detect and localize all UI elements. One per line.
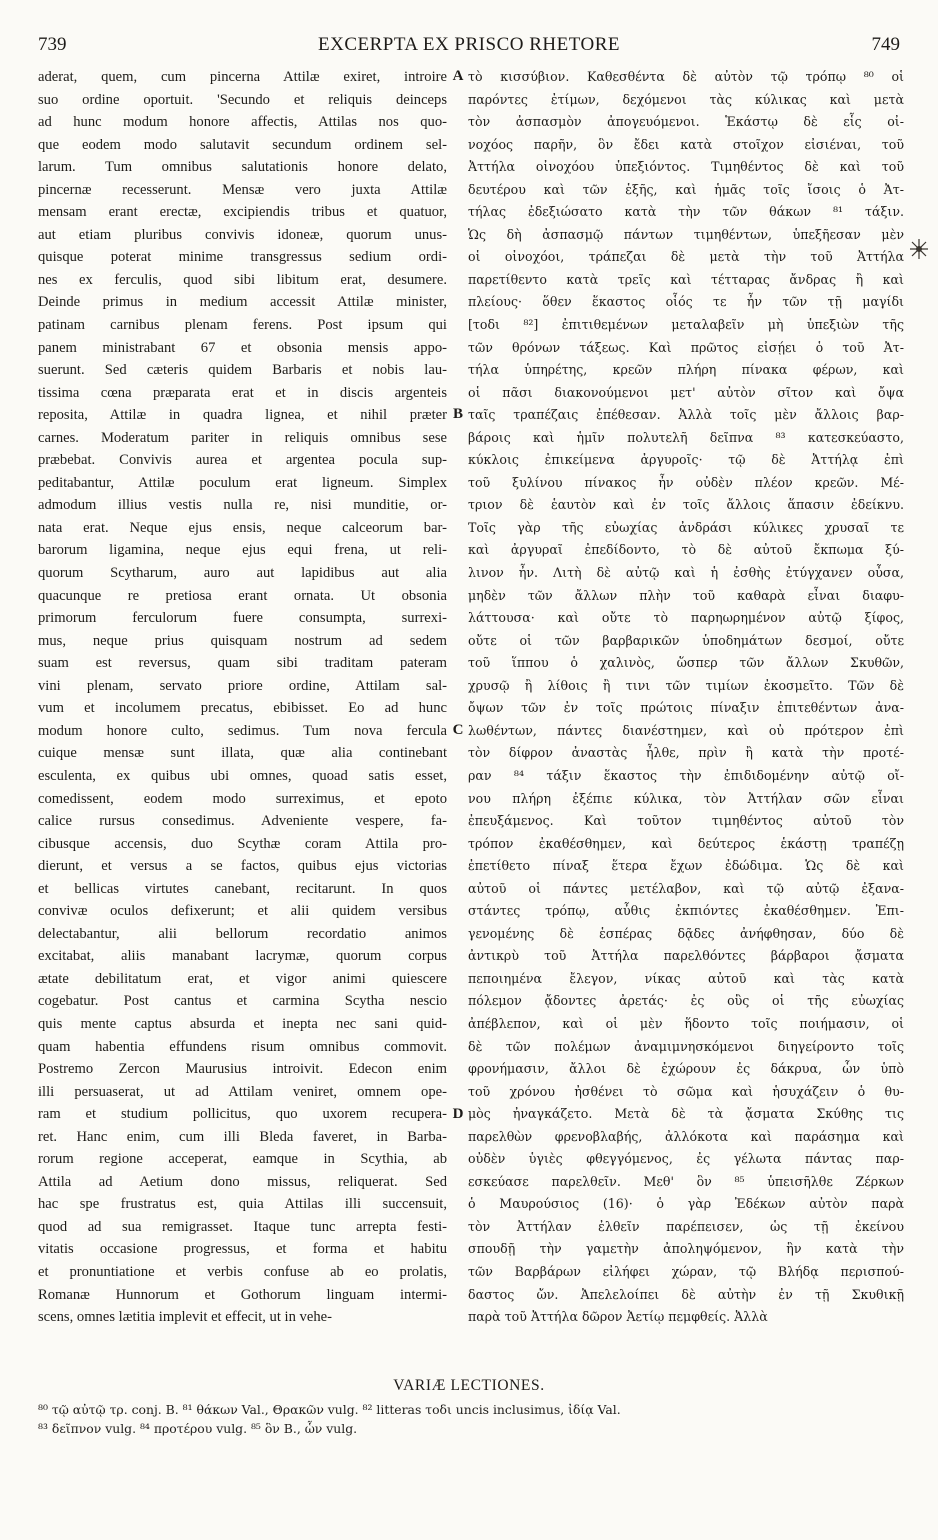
latin-text-line: calice rursus consedimus. Adveniente vespere, fa- xyxy=(38,813,447,830)
running-title: EXCERPTA EX PRISCO RHETORE xyxy=(318,34,620,55)
latin-text-line: Postremo Zercon Maurusius introivit. Edecon enim xyxy=(38,1061,447,1078)
greek-text-line: τρόπον ἐκαθέσθημεν, καὶ δεύτερος ἑκάστῃ τραπέζῃ xyxy=(468,835,904,851)
latin-text-line: vitatis occasione progressus, et forma et habitu xyxy=(38,1241,447,1258)
greek-text-line: τοῦ ἵππου ὁ χαλινὸς, ὥσπερ τῶν ἄλλων Σκυθῶν, xyxy=(468,655,904,671)
latin-text-line: scens, omnes lætitia implevit et effecit, ut in vehe- xyxy=(38,1309,332,1326)
greek-text-line: οὔτε οἱ τῶν βαρβαρικῶν ὑποδημάτων δεσμοί, οὔτε xyxy=(468,632,904,648)
latin-text-line: larum. Tum omnibus salutationis honore delato, xyxy=(38,159,447,176)
latin-text-line: quisque poterat minime transgressus sedium ordi- xyxy=(38,249,447,266)
greek-text-line: εσκεύασε παρελθεῖν. Μεθ' ὃν ⁸⁵ ὑπεισῆλθε Ζέρκων xyxy=(468,1173,904,1189)
greek-text-line: ἀντικρὺ τοῦ Ἀττήλα παρελθόντες βάρβαροι ᾄσματα xyxy=(468,948,904,964)
greek-text-line: παρετίθεντο κατὰ τρεῖς καὶ τέτταρας ἄνδρας ἢ καὶ xyxy=(468,271,904,287)
latin-text-line: barorum ligamina, neque ejus equi frena, ut reli- xyxy=(38,542,447,559)
greek-text-line: πλείους· ὅθεν ἕκαστος οἷός τε ἦν τῶν τῇ μαγίδι xyxy=(468,294,904,310)
latin-text-line: panem ministrabant 67 et obsonia mensis appo- xyxy=(38,339,447,356)
latin-text-line: delectabantur, alii bellorum recordatio animos xyxy=(38,925,447,942)
greek-text-line: Ὡς δὴ ἀσπασμῷ πάντων τιμηθέντων, ὑπεξῆεσαν μὲν xyxy=(468,226,904,242)
greek-text-line: πεποιημένα ἔλεγον, νίκας αὐτοῦ καὶ τὰς κατὰ xyxy=(468,970,904,986)
latin-text-line: ret. Hanc enim, cum illi Bleda faveret, in Barba- xyxy=(38,1128,447,1145)
greek-text-line: οἱ πᾶσι διακονούμενοι μετ' αὐτὸν σῖτον καὶ ὄψα xyxy=(468,384,904,400)
greek-text-line: λάττουσα· καὶ οὔτε τὸ παρηωρημένον αὐτῷ ξίφος, xyxy=(468,610,904,626)
latin-column xyxy=(38,66,447,1329)
latin-text-line: esculenta, ex quibus ubi omnes, quoad satis esset, xyxy=(38,767,447,784)
greek-text-line: ραν ⁸⁴ τάξιν ἕκαστος τὴν ἐπιδιδομένην αὐτῷ οἴ- xyxy=(468,767,904,783)
greek-text-line: τὸν δίφρον ἀναστὰς ἦλθε, πρὶν ἢ κατὰ τὴν προτέ- xyxy=(468,745,904,761)
greek-text-line: Ἀττήλα οἰνοχόου ὑπεξιόντος. Τιμηθέντος δὲ καὶ τοῦ xyxy=(468,159,904,175)
greek-text-line: ταῖς τραπέζαις ἐπέθεσαν. Ἀλλὰ τοῖς μὲν ἄλλοις βαρ- xyxy=(468,407,904,423)
greek-text-line: νοχόος παρῆν, ὃν ἔδει κατὰ στοῖχον εἰσιέναι, τοῦ xyxy=(468,136,904,152)
greek-text-line: ὁ Μαυρούσιος (16)· ὁ γὰρ Ἐδέκων αὐτὸν παρὰ xyxy=(468,1196,904,1212)
greek-text-line: τὸν Ἀττήλαν ἐλθεῖν παρέπεισεν, ὡς τῇ ἐκείνου xyxy=(468,1218,904,1234)
greek-column xyxy=(468,66,904,1329)
greek-text-line: οἱ οἰνοχόοι, τράπεζαι δὲ μετὰ τὴν τοῦ Ἀττήλα xyxy=(468,249,904,265)
latin-text-line: quorum Scytharum, auro aut lapidibus aut alia xyxy=(38,565,447,582)
greek-text-line: φρονήμασιν, ἄλλοι δὲ ἐχώρουν ἐς δάκρυα, ὧν ὑπὸ xyxy=(468,1061,904,1077)
greek-text-line: νου πλήρη ἐξέπιε κύλικα, τὸν Ἀττήλαν σῶν εἶναι xyxy=(468,790,904,806)
greek-text-line: δὲ τῶν πολέμων ἀναμιμνησκόμενοι διηγείροντο τοῖς xyxy=(468,1038,904,1054)
greek-text-line: τῶν Βαρβάρων εἰλήφει χώραν, τῷ Βλήδᾳ περισπού- xyxy=(468,1263,904,1279)
latin-text-line: cogebatur. Post cantus et carmina Scytha nescio xyxy=(38,993,447,1010)
latin-text-line: mus, neque prius quisquam nostrum ad sedem xyxy=(38,632,447,649)
latin-text-line: suerunt. Sed cæteris quidem Barbaris et nobis lau- xyxy=(38,362,447,379)
latin-text-line: Deinde primus in medium accessit Attilæ minister, xyxy=(38,294,447,311)
latin-text-line: et bellicas virtutes canebant, recitarunt. In quos xyxy=(38,880,447,897)
greek-text-line: τῶν θρόνων τάξεως. Καὶ πρῶτος εἰσῄει ὁ τοῦ Ἀτ- xyxy=(468,339,904,355)
latin-text-line: cibusque accensis, duo Scythæ coram Attila pro- xyxy=(38,835,447,852)
latin-text-line: que eodem modo salutavit secundum ordinem sel- xyxy=(38,136,447,153)
latin-text-line: ram et studium pollicitus, quo uxorem recupera- xyxy=(38,1106,447,1123)
latin-text-line: comedissent, eodem modo surreximus, et epoto xyxy=(38,790,447,807)
greek-text-line: ἐπετίθετο πίναξ ἕτερα ἔχων ἐδώδιμα. Ὡς δὲ καὶ xyxy=(468,858,904,874)
greek-text-line: τοῦ ξυλίνου πίνακος ἦν οὐδὲν πλέον κρεῶν. Μέ- xyxy=(468,474,904,490)
latin-text-line: primorum ferculorum fuere consumpta, surrexi- xyxy=(38,610,447,627)
latin-text-line: suo ordine oportuit. 'Secundo et reliquis deinceps xyxy=(38,91,447,108)
greek-text-line: κύκλοις ἐπικείμενα ἀργυροῖς· τῷ δὲ Ἀττήλᾳ ἐπὶ xyxy=(468,452,904,468)
margin-ornament-icon xyxy=(906,236,932,262)
latin-text-line: Romanæ Hunnorum et Gothorum linguam intermi- xyxy=(38,1286,447,1303)
latin-text-line: aderat, quem, cum pincerna Attilæ exiret, introire xyxy=(38,69,447,85)
latin-text-line: tissima cœna præparata erat et in discis argenteis xyxy=(38,384,447,401)
greek-text-line: [τοδι ⁸²] ἐπιτιθεμένων μεταλαβεῖν μὴ ὑπεξιὼν τῆς xyxy=(468,317,904,333)
greek-text-line: δαστος ὤν. Ἀπελελοίπει δὲ αὐτὴν ἐν τῇ Σκυθικῇ xyxy=(468,1286,904,1302)
latin-text-line: hac spe frustratus est, quia Attilas illi succensuit, xyxy=(38,1196,447,1213)
latin-text-line: quacunque re pretiosa erant ornata. Ut obsonia xyxy=(38,587,447,604)
variae-lectiones-title: VARIÆ LECTIONES. xyxy=(393,1377,545,1394)
latin-text-line: dierunt, et versus a se factos, quibus ejus victorias xyxy=(38,858,447,875)
latin-text-line: quod ad sua remigrasset. Itaque tunc arrepta festi- xyxy=(38,1218,447,1235)
greek-text-line: λινον ἦν. Λιτὴ δὲ αὐτῷ καὶ ἡ ἐσθὴς ἐτύγχανεν οὖσα, xyxy=(468,565,904,581)
greek-text-line: τοῦ χρόνου ἠσθένει τὸ σῶμα καὶ ἡσυχάζειν ὁ θυ- xyxy=(468,1083,904,1099)
section-marker-a: A xyxy=(452,68,464,84)
latin-text-line: rorum regione acceperat, eamque in Scythia, ab xyxy=(38,1151,447,1168)
latin-text-line: suam est reversus, quam sibi traditam pateram xyxy=(38,655,447,672)
page-number-left: 739 xyxy=(38,34,67,55)
latin-text-line: carnes. Moderatum pariter in reliquis omnibus sese xyxy=(38,429,447,446)
greek-text-line: μὸς ἠναγκάζετο. Μετὰ δὲ τὰ ᾄσματα Σκύθης τις xyxy=(468,1106,904,1122)
latin-text-line: nes ex ferculis, quod sibi libitum erat, desumere. xyxy=(38,271,447,288)
latin-text-line: ætate debilitatum erat, et vigor animi quiescere xyxy=(38,970,447,987)
latin-text-line: mensam erant erectæ, excipiendis tribus et quatuor, xyxy=(38,204,447,221)
latin-text-line: ad hunc modum honore affectis, Attilas nos quo- xyxy=(38,114,447,131)
latin-text-line: nata erat. Neque ejus ensis, neque calceorum bar- xyxy=(38,519,447,536)
latin-text-line: illi persuaserat, ut ad Attilam veniret, omnem ope- xyxy=(38,1083,447,1100)
greek-text-line: λωθέντων, πάντες διανέστημεν, καὶ οὐ πρότερον ἐπὶ xyxy=(468,722,904,738)
greek-text-line: σπουδῇ τὴν γαμετὴν ἀποληψόμενον, ἣν κατὰ τὴν xyxy=(468,1241,904,1257)
latin-text-line: modum honore culto, sedimus. Tum nova fercula xyxy=(38,722,447,739)
greek-text-line: οὐδὲν ὑγιὲς φθεγγόμενος, ἐς γέλωτα πάντας παρ- xyxy=(468,1151,904,1167)
page-number-right: 749 xyxy=(871,34,900,55)
greek-text-line: παρὰ τοῦ Ἀττήλα δῶρον Ἀετίῳ πεμφθείς. Ἀλλὰ xyxy=(468,1309,768,1325)
greek-text-line: βάροις καὶ ἡμῖν πολυτελῆ δεῖπνα ⁸³ κατεσκεύαστο, xyxy=(468,429,904,445)
greek-text-line: δευτέρου καὶ τῶν ἑξῆς, καὶ ἡμᾶς τοῖς ἴσοις ὁ Ἀτ- xyxy=(468,181,904,197)
greek-text-line: Τοῖς γὰρ τῆς εὐωχίας ἀνδράσι κύλικες χρυσαῖ τε xyxy=(468,519,904,535)
section-marker-b: B xyxy=(452,406,463,422)
latin-text-line: pincernæ recesserunt. Mensæ vero juxta Attilæ xyxy=(38,181,447,198)
latin-text-line: aut etiam pluribus convivis idoneæ, quorum unus- xyxy=(38,226,447,243)
latin-text-line: vum et incolumem precatus, ebibisset. Eo ad hunc xyxy=(38,700,447,717)
latin-text-line: quis mente captus absurda et inepta nec sani quid- xyxy=(38,1015,447,1032)
greek-text-line: τήλα ὑπηρέτης, κρεῶν πλήρη πίνακα φέρων, καὶ xyxy=(468,362,904,378)
variae-lectiones-notes xyxy=(38,1400,900,1438)
latin-text-line: reposita, Attilæ in quadra lignea, et nihil præter xyxy=(38,407,447,424)
latin-text-line: præbebat. Convivis aurea et argentea pocula sup- xyxy=(38,452,447,469)
greek-text-line: τὸν ἀσπασμὸν ἀπογευόμενοι. Ἑκάστῳ δὲ εἷς οἰ- xyxy=(468,114,904,130)
greek-text-line: παρελθὼν φρενοβλαβής, ἀλλόκοτα καὶ παράσημα καὶ xyxy=(468,1128,904,1144)
greek-text-line: ἀπέβλεπον, καὶ οἱ μὲν ἥδοντο τοῖς ποιήμασιν, οἱ xyxy=(468,1015,904,1031)
latin-text-line: vini plenam, servato priore ordine, Attilam sal- xyxy=(38,677,447,694)
section-marker-d: D xyxy=(452,1106,464,1122)
latin-text-line: admodum illius vestis nulla re, nisi munditie, or- xyxy=(38,497,447,514)
greek-text-line: τριον δὲ ἑαυτὸν καὶ ἐν τοῖς ἄλλοις ἅπασιν ἐδείκνυ. xyxy=(468,497,904,513)
greek-text-line: γενομένης δὲ ἑσπέρας δᾷδες ἀνήφθησαν, δύο δὲ xyxy=(468,925,904,941)
latin-text-line: patinam carnibus plenam ferens. Post ipsum qui xyxy=(38,317,447,334)
greek-text-line: καὶ ἀργυραῖ ἐπεδίδοντο, τὸ δὲ αὐτοῦ ἔκπωμα ξύ- xyxy=(468,542,904,558)
latin-text-line: excitabat, aliis manabant lacrymæ, quorum corpus xyxy=(38,948,447,965)
latin-text-line: peditabantur, Attilæ poculum erat ligneum. Simplex xyxy=(38,474,447,491)
greek-text-line: μηδὲν τῶν ἄλλων πλὴν τοῦ καθαρὰ εἶναι διαφυ- xyxy=(468,587,904,603)
running-header xyxy=(38,34,900,60)
latin-text-line: et pronuntiatione et verbis confuse ab eo prolatis, xyxy=(38,1263,447,1280)
latin-text-line: convivæ oculos defixerunt; et alii quidem versibus xyxy=(38,903,447,920)
greek-text-line: στάντες τρόπῳ, αὖθις ἐκπιόντες ἐκαθέσθημεν. Ἐπι- xyxy=(468,903,904,919)
greek-text-line: ὄψων τῶν ἐν τοῖς πρώτοις πίναξιν ἐπιτεθέντων ἀνα- xyxy=(468,700,904,716)
greek-text-line: χρυσῷ ἢ λίθοις ἢ τινι τῶν τιμίων ἐκοσμεῖτο. Τῶν δὲ xyxy=(468,677,904,693)
greek-text-line: τήλας ἐδεξιώσατο κατὰ τὴν τῶν θάκων ⁸¹ τάξιν. xyxy=(468,204,904,220)
latin-text-line: Attila ad Aetium dono missus, reliquerat. Sed xyxy=(38,1173,447,1190)
note-line: ⁸³ δεῖπνον vulg. ⁸⁴ προτέρου vulg. ⁸⁵ ὃν B., ὧν vulg. xyxy=(38,1421,358,1436)
latin-text-line: cuique mensæ sunt illata, quæ alia continebant xyxy=(38,745,447,762)
greek-text-line: πόλεμον ᾄδοντες ἀρετάς· ἐς οὓς οἱ τῆς εὐωχίας xyxy=(468,993,904,1009)
greek-text-line: ἐπευξάμενος. Καὶ τοῦτον τιμηθέντος αὐτοῦ τὸν xyxy=(468,813,904,829)
section-marker-c: C xyxy=(452,722,464,738)
greek-text-line: αὐτοῦ οἱ πάντες μετέλαβον, καὶ τῷ αὐτῷ ἐξανα- xyxy=(468,880,904,896)
greek-text-line: τὸ κισσύβιον. Καθεσθέντα δὲ αὐτὸν τῷ τρόπῳ ⁸⁰ οἱ xyxy=(468,69,904,84)
greek-text-line: παρόντες ἐτίμων, δεχόμενοι τὰς κύλικας καὶ μετὰ xyxy=(468,91,904,107)
note-line: ⁸⁰ τῷ αὐτῷ τρ. conj. B. ⁸¹ θάκων Val., Θρακῶν vulg. ⁸² litteras τοδι uncis inclusimus, ἰδίᾳ Val. xyxy=(38,1402,621,1417)
latin-text-line: quam habentia effundens risum omnibus commovit. xyxy=(38,1038,447,1055)
